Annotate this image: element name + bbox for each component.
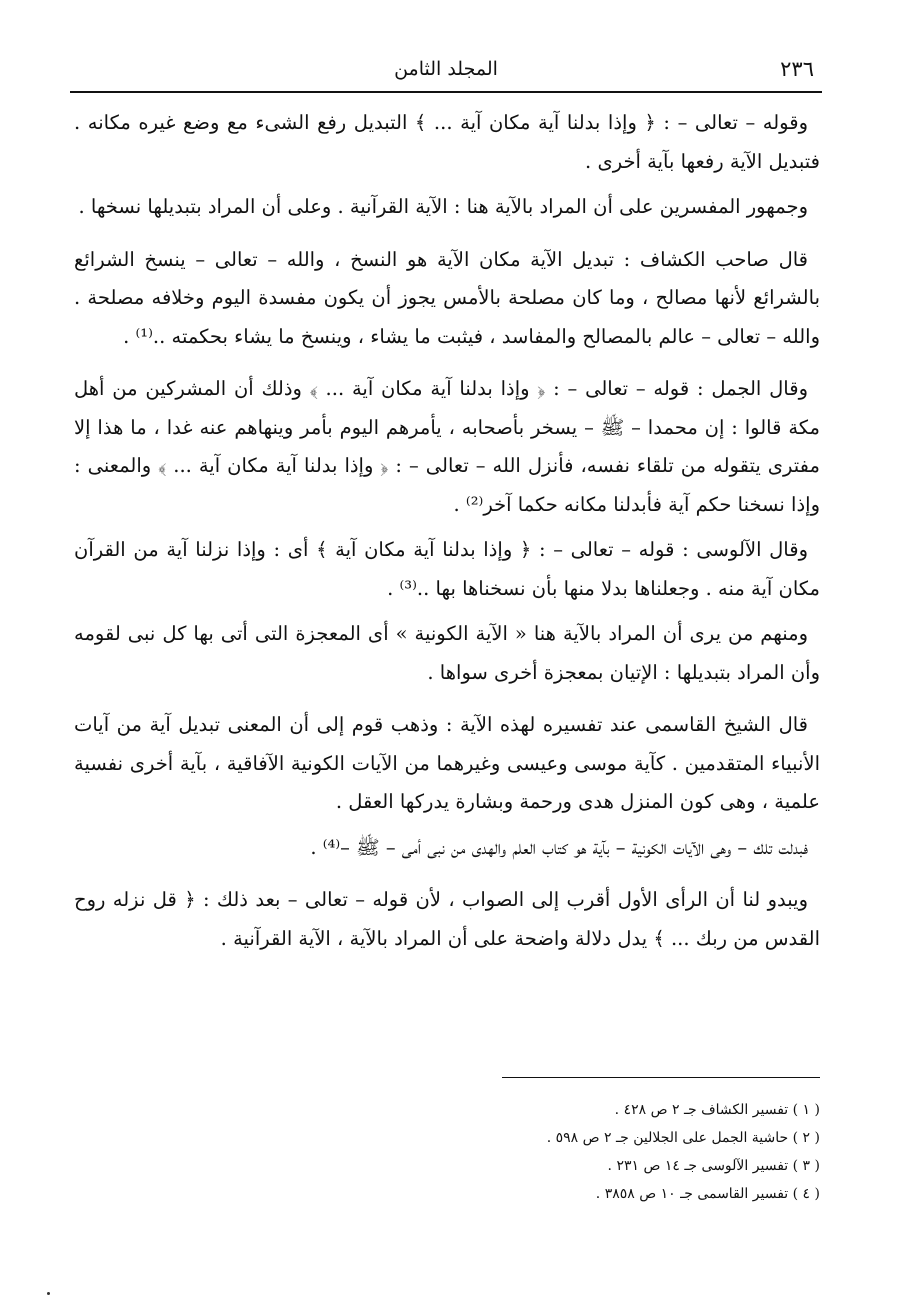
footnotes	[390, 1096, 820, 1208]
volume-title: المجلد الثامن	[394, 58, 498, 80]
paragraph-alusi-quote: وقال الآلوسى : قوله – تعالى – : ﴿ وإذا بدلنا آية مكان آية ﴾ أى : وإذا نزلنا آية من القرآن مكان آية منه . وجعلناها بدلا منها بأن نسخناها بها ..⁽³⁾ .	[74, 538, 820, 600]
footnote-2: ( ٢ ) حاشية الجمل على الجلالين جـ ٢ ص ٥٩٨ .	[546, 1130, 820, 1146]
paragraph-kashshaf-quote: قال صاحب الكشاف : تبديل الآية مكان الآية هو النسخ ، والله – تعالى – ينسخ الشرائع بالشرائع لأنها مصالح ، وما كان مصلحة بالأمس يجوز أن يكون مفسدة اليوم وخلافه مصلحة . والله – تعالى – عالم بالمصالح والمفاسد ، فيثبت ما يشاء ، وينسخ ما يشاء بحكمته ..⁽¹⁾ .	[74, 247, 820, 348]
footnote-3: ( ٣ ) تفسير الآلوسى جـ ١٤ ص ٢٣١ .	[607, 1158, 820, 1174]
paragraph-majority-view: وجمهور المفسرين على أن المراد بالآية هنا : الآية القرآنية . وعلى أن المراد بتبديلها نسخها .	[78, 195, 808, 218]
paragraph-author-conclusion: ويبدو لنا أن الرأى الأول أقرب إلى الصواب ، لأن قوله – تعالى – بعد ذلك : ﴿ قل نزله روح القدس من ربك ... ﴾ يدل دلالة واضحة على أن المراد بالآية ، الآية القرآنية .	[74, 888, 820, 950]
header-divider	[70, 91, 822, 93]
paragraph-qasimi-quote: قال الشيخ القاسمى عند تفسيره لهذه الآية : وذهب قوم إلى أن المعنى تبديل آية من آيات الأنبياء المتقدمين . كآية موسى وعيسى وغيرهما من الآيات الكونية الآفاقية ، بآية أخرى نفسية علمية ، وهى كون المنزل هدى ورحمة وبشارة يدركها العقل .	[74, 713, 820, 813]
paragraph-cosmic-sign-view: ومنهم من يرى أن المراد بالآية هنا « الآية الكونية » أى المعجزة التى أتى بها كل نبى لقومه وأن المراد بتبديلها : الإتيان بمعجزة أخرى سواها .	[74, 622, 820, 684]
paragraph-qasimi-continuation: فبدلت تلك – وهى الآيات الكونية – بآية هو كتاب العلم والهدى من نبى أمى – ﷺ –⁽⁴⁾ .	[310, 835, 808, 859]
footnote-divider	[502, 1077, 820, 1078]
paragraph-jamal-quote: وقال الجمل : قوله – تعالى – : ﴿ وإذا بدلنا آية مكان آية ... ﴾ وذلك أن المشركين من أهل مكة قالوا : إن محمدا – ﷺ – يسخر بأصحابه ، يأمرهم اليوم بأمر وينهاهم عنه غدا ، ما هذا إلا مفترى يتقوله من تلقاء نفسه، فأنزل الله – تعالى – : ﴿ وإذا بدلنا آية مكان آية ... ﴾ والمعنى : وإذا نسخنا حكم آية فأبدلنا مكانه حكما آخر⁽²⁾ .	[74, 377, 820, 516]
footnote-4: ( ٤ ) تفسير القاسمى جـ ١٠ ص ٣٨٥٨ .	[595, 1186, 820, 1202]
main-text	[74, 104, 820, 965]
page-header	[70, 54, 822, 90]
footnote-1: ( ١ ) تفسير الكشاف جـ ٢ ص ٤٢٨ .	[614, 1102, 820, 1118]
page-number: ٢٣٦	[780, 57, 814, 81]
paragraph-tabdil-definition: وقوله – تعالى – : ﴿ وإذا بدلنا آية مكان آية ... ﴾ التبديل رفع الشىء مع وضع غيره مكانه . فتبديل الآية رفعها بآية أخرى .	[74, 111, 820, 173]
scan-speck	[47, 1292, 50, 1295]
